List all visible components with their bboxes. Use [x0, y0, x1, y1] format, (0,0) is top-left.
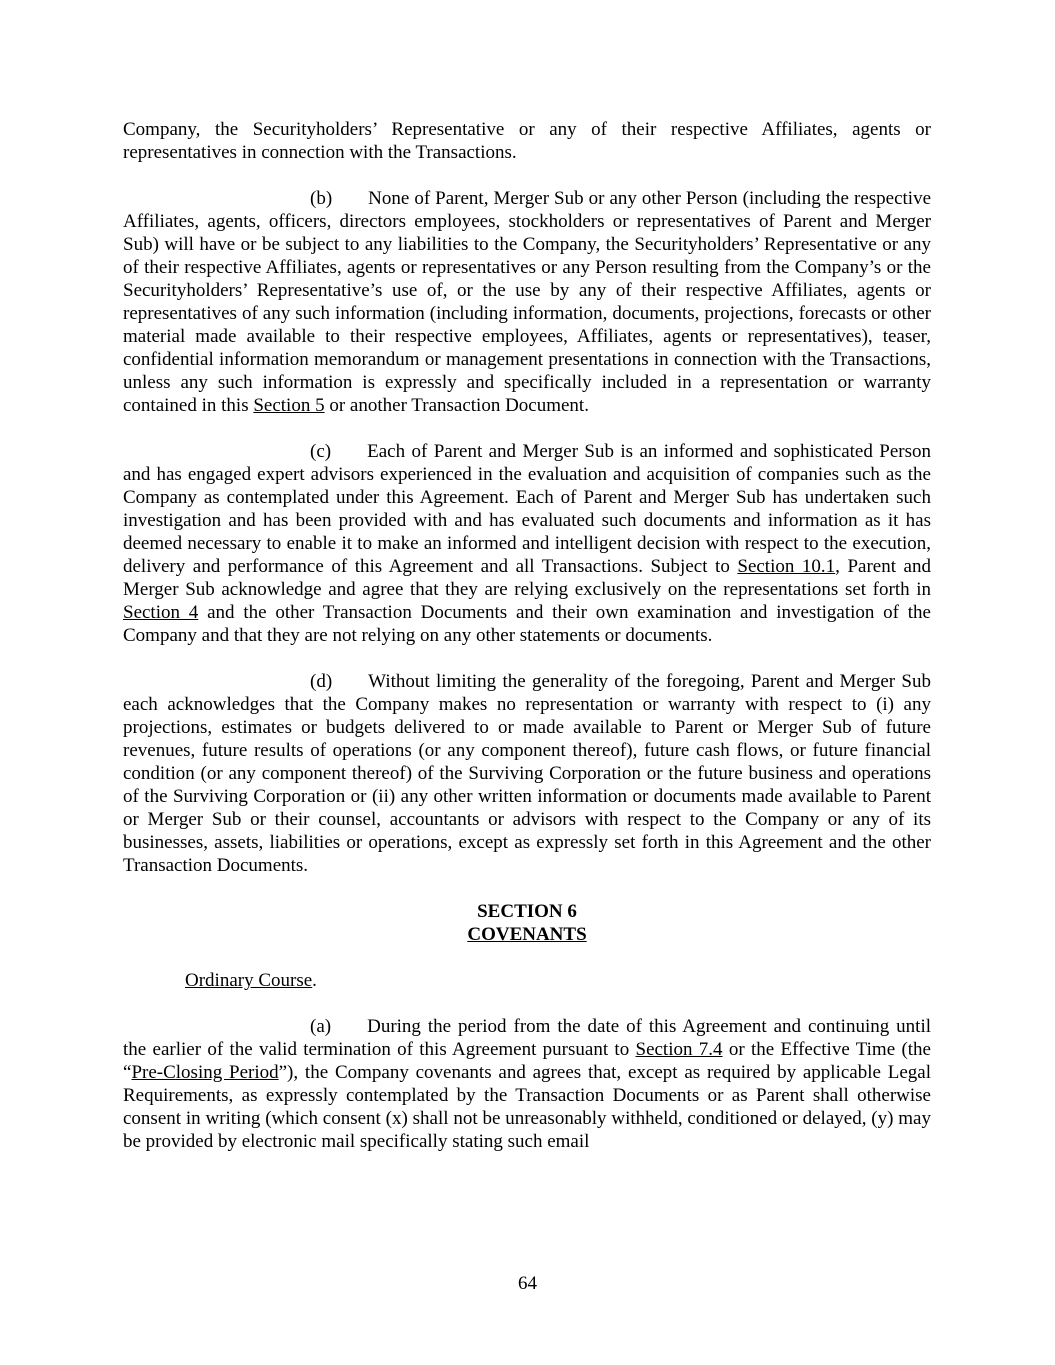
- section-10-1-reference: Section 10.1: [737, 556, 836, 577]
- paragraph-c-text-mid: , Parent and Merger Sub acknowledge and agree that they are relying exclusively on the representations set forth in: [123, 556, 931, 600]
- paragraph-c-text-end: and the other Transaction Documents and their own examination and investigation of the Company and that they are not relying on any other statements or documents.: [123, 602, 931, 646]
- paragraph-a: [123, 1015, 931, 1153]
- ordinary-course-period: .: [312, 970, 317, 991]
- paragraph-c: [123, 440, 931, 647]
- paragraph-d-text: Without limiting the generality of the foregoing, Parent and Merger Sub each acknowledges that the Company makes no representation or warranty with respect to (i) any projections, estimates or budgets delivered to or made available to Parent or Merger Sub of future revenues, future results of operations (or any component thereof), future cash flows, or future financial condition (or any component thereof) of the Surviving Corporation or the future business and operations of the Surviving Corporation or (ii) any other written information or documents made available to Parent or Merger Sub or their counsel, accountants or advisors with respect to the Company or any of its businesses, assets, liabilities or operations, except as expressly set forth in this Agreement and the other Transaction Documents.: [123, 671, 931, 876]
- paragraph-a-text-end: ”), the Company covenants and agrees that, except as required by applicable Legal Requirements, as expressly contemplated by the Transaction Documents or as Parent shall otherwise consent in writing (which consent (x) shall not be unreasonably withheld, conditioned or delayed, (y) may be provided by electronic mail specifically stating such email: [123, 1062, 931, 1152]
- section-7-4-reference: Section 7.4: [635, 1039, 723, 1060]
- paragraph-intro: [123, 118, 931, 164]
- paragraph-b-label: (b): [310, 188, 333, 209]
- document-body: [123, 118, 931, 1176]
- paragraph-c-text: Each of Parent and Merger Sub is an informed and sophisticated Person and has engaged expert advisors experienced in the evaluation and acquisition of companies such as the Company as contemplated under this Agreement. Each of Parent and Merger Sub has undertaken such investigation and has been provided with and has evaluated such documents and information as it has deemed necessary to enable it to make an informed and intelligent decision with respect to the execution, delivery and performance of this Agreement and all Transactions. Subject to: [123, 441, 931, 577]
- paragraph-b-text-end: or another Transaction Document.: [324, 395, 589, 416]
- section-number-line: SECTION 6: [477, 901, 577, 922]
- page-number: 64: [518, 1273, 537, 1294]
- ordinary-course-underline: Ordinary Course: [185, 970, 313, 991]
- pre-closing-period-term: Pre-Closing Period: [131, 1062, 279, 1083]
- section-5-reference: Section 5: [253, 395, 325, 416]
- section-heading: [123, 900, 931, 946]
- paragraph-intro-text: Company, the Securityholders’ Representative or any of their respective Affiliates, agents or representatives in connection with the Transactions.: [123, 119, 931, 163]
- paragraph-b: [123, 187, 931, 417]
- paragraph-a-text: During the period from the date of this Agreement and continuing until the earlier of the valid termination of this Agreement pursuant to: [123, 1016, 931, 1060]
- section-4-reference: Section 4: [123, 602, 199, 623]
- paragraph-a-text-mid: or the Effective Time (the “: [123, 1039, 931, 1083]
- paragraph-d: [123, 670, 931, 877]
- paragraph-d-label: (d): [310, 671, 333, 692]
- ordinary-course-heading: [123, 969, 931, 992]
- paragraph-c-label: (c): [310, 441, 332, 462]
- paragraph-a-label: (a): [310, 1016, 332, 1037]
- paragraph-b-text: None of Parent, Merger Sub or any other Person (including the respective Affiliates, agents, officers, directors employees, stockholders or representatives of Parent and Merger Sub) will have or be subject to any liabilities to the Company, the Securityholders’ Representative or any of their respective Affiliates, agents or representatives or any Person resulting from the Company’s or the Securityholders’ Representative’s use of, or the use by any of their respective Affiliates, agents or representatives of any such information (including information, documents, projections, forecasts or other material made available to their respective employees, Affiliates, agents or representatives), teaser, confidential information memorandum or management presentations in connection with the Transactions, unless any such information is expressly and specifically included in a representation or warranty contained in this: [123, 188, 931, 416]
- section-title-line: COVENANTS: [467, 924, 587, 945]
